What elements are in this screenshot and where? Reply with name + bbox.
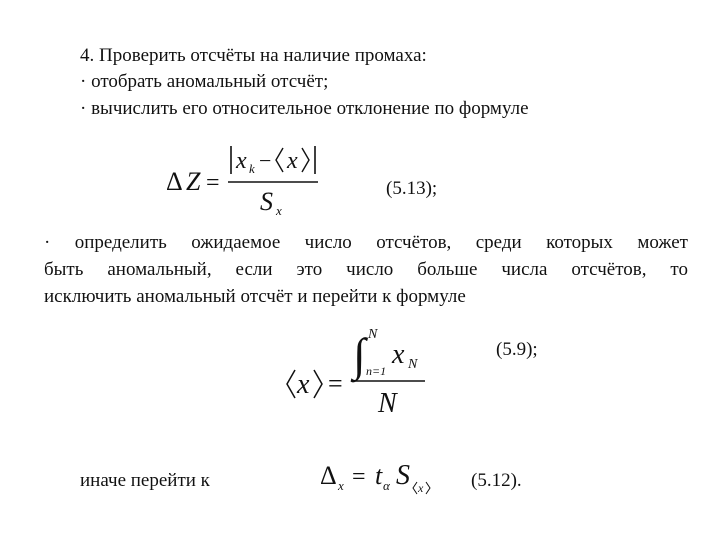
f513-delta: Δ (166, 167, 183, 196)
f513-equals: = (206, 170, 220, 196)
f59-integral-sign: ∫ (353, 329, 366, 380)
f513-den-sub-x: x (276, 203, 282, 218)
f512-angle-left (413, 482, 417, 494)
bullet-expected-count-line-3: исключить аномальный отсчёт и перейти к формуле (44, 286, 466, 307)
f59-equals: = (328, 369, 343, 398)
equation-number-5-9: (5.9); (496, 339, 538, 360)
formula-5-13 (160, 138, 360, 218)
f512-delta: Δ (320, 461, 337, 490)
bullet-compute-deviation: · вычислить его относительное отклонение по формуле (80, 98, 529, 119)
equation-number-5-13: (5.13); (386, 178, 438, 199)
equation-number-5-12: (5.12). (471, 470, 522, 491)
f59-lhs-x: x (297, 369, 310, 400)
bullet-expected-count-line-1: · определить ожидаемое число отсчётов, среди которых может (44, 232, 688, 253)
f512-t: t (375, 461, 383, 490)
f512-angle-right (426, 482, 430, 494)
step-4-heading: 4. Проверить отсчёты на наличие промаха: (80, 45, 427, 66)
f59-angle-left (287, 370, 295, 398)
f59-num-sub-n: N (408, 357, 418, 372)
f513-angle-right (302, 148, 309, 172)
f512-s-sub-x: x (418, 481, 424, 495)
formula-5-12 (318, 452, 448, 502)
bullet-select-anomalous: · отобрать аномальный отсчёт; (80, 71, 329, 92)
f513-num-minus: − (259, 148, 272, 173)
f513-num-x2: x (287, 148, 298, 174)
f513-num-sub-k: k (249, 161, 255, 176)
f512-t-sub-alpha: α (383, 478, 390, 493)
f512-equals: = (352, 464, 366, 490)
f59-num-x: x (392, 339, 405, 370)
f513-z: Z (186, 167, 201, 196)
f512-delta-sub-x: x (338, 478, 344, 493)
f513-den-s: S (260, 187, 273, 216)
f512-s: S (396, 460, 410, 491)
f513-num-x: x (236, 148, 247, 174)
f59-lower-limit: n=1 (366, 364, 387, 378)
f59-denominator: N (378, 388, 397, 419)
formula-5-9 (282, 322, 442, 422)
otherwise-go-to-text: иначе перейти к (80, 470, 210, 491)
bullet-expected-count-line-2: быть аномальный, если это число больше числа отсчётов, то (44, 259, 688, 280)
f59-upper-limit: N (368, 327, 378, 342)
f513-angle-left (276, 148, 283, 172)
f59-angle-right (314, 370, 322, 398)
